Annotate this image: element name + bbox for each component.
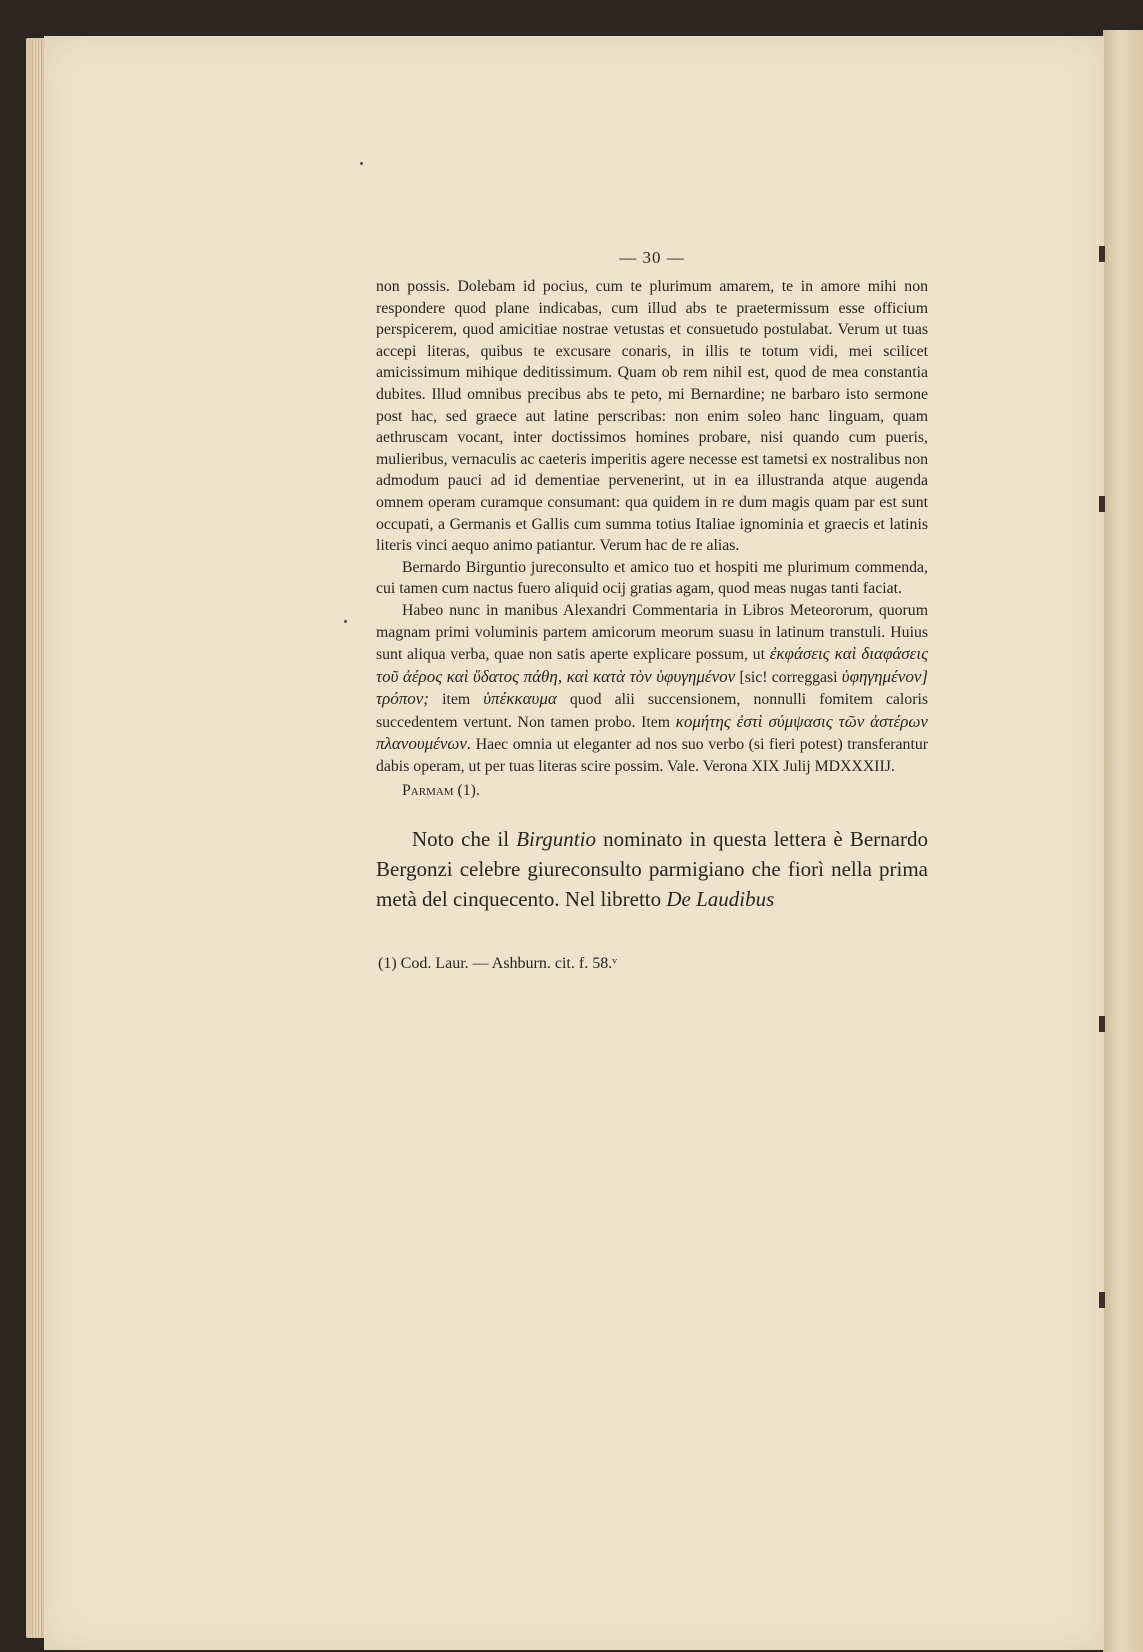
greek-phrase: ὑφηγημένον] τρόπον; (376, 666, 928, 709)
greek-phrase: κομήτης ἐστὶ σύμψασις τῶν ἀστέρων πλανουμένων. (376, 711, 928, 754)
page-speck (360, 162, 363, 165)
commentary-book-title: De Laudibus (666, 886, 775, 911)
binding-tab (1099, 496, 1105, 512)
footnote: (1) Cod. Laur. — Ashburn. cit. f. 58.ᵛ (378, 954, 617, 972)
page-number: — 30 — (619, 248, 685, 267)
greek-phrase: ὑπέκκαυμα (483, 689, 557, 709)
letter-text-run: quod alii succensionem, nonnulli fomitem caloris succedentem vertunt. Non tamen probo. Item (376, 691, 928, 731)
letter-text-run: item (428, 691, 484, 709)
page-content (376, 248, 928, 974)
commentary-text-run: nominato in questa lettera è Bernardo Bergonzi celebre giureconsulto parmigiano che fiorì nella prima metà del cinquecento. Nel libretto (376, 826, 928, 911)
letter-text-run: Habeo nunc in manibus Alexandri Commentaria in Libros Meteororum, quorum magnam primi voluminis partem amicorum meorum suasu in latinum transtuli. Huius sunt aliqua verba, quae non satis aperte explicare possum, ut (376, 601, 928, 664)
commentary-paragraph (376, 824, 928, 914)
letter-signature: Parmam (1). (402, 781, 480, 799)
page-speck (344, 620, 347, 623)
binding-tab (1099, 1292, 1105, 1308)
binding-tab (1099, 1016, 1105, 1032)
letter-paragraph-3 (376, 600, 928, 778)
commentary-text-run: Noto che il (412, 826, 517, 851)
facing-page-edge (1103, 30, 1143, 1652)
letter-text-run: Haec omnia ut eleganter ad nos suo verbo (si fieri potest) transferantur dabis operam, ut per tuas literas scire possim. Vale. Verona XIX Julij MDXXXIIJ. (376, 736, 928, 776)
letter-paragraph-2: Bernardo Birguntio jureconsulto et amico tuo et hospiti me plurimum commenda, cui tamen cum nactus fuero aliquid ocij gratias agam, quod meas nugas tanti faciat. (376, 558, 928, 598)
letter-paragraph-1: non possis. Dolebam id pocius, cum te plurimum amarem, te in amore mihi non respondere quod plane indicabas, cum illud abs te praetermissum esse officium perspicerem, quod amicitiae nostrae vetustas et consuetudo postulabat. Verum ut tuas accepi literas, quibus te excusare conaris, in illis te totum vidi, mei scilicet amicissimum mihique deditissimum. Quam ob rem nihil est, quod de mea constantia dubites. Illud omnibus precibus abs te peto, mi Bernardine; ne barbaro isto sermone post hac, sed graece aut latine perscribas: non enim soleo hanc linguam, quam aethruscam vocant, inter doctissimos homines probare, nisi quando cum pueris, mulieribus, vernaculis ac caeteris imperitis agere necesse est tametsi ex nostralibus non admodum pauci ad id dementiae pervenerint, ut in ea illustranda atque augenda omnem operam curamque consumant: qua quidem in re dum magis quam par est sunt occupati, a Germanis et Gallis cum summa totius Italiae ignominia et graecis et latinis literis vinci aequo animo patiantur. Verum hac de re alias. (376, 278, 928, 555)
binding-tab (1099, 246, 1105, 262)
commentary-name: Birguntio (516, 826, 596, 851)
letter-text-run: [sic! correggasi (735, 668, 842, 686)
greek-phrase: ἐκφάσεις καὶ διαφάσεις τοῦ ἀέρος καὶ ὕδατος πάθη, καὶ κατὰ τὸν ὑφυγημένον (376, 644, 928, 686)
letter-text (376, 276, 928, 778)
